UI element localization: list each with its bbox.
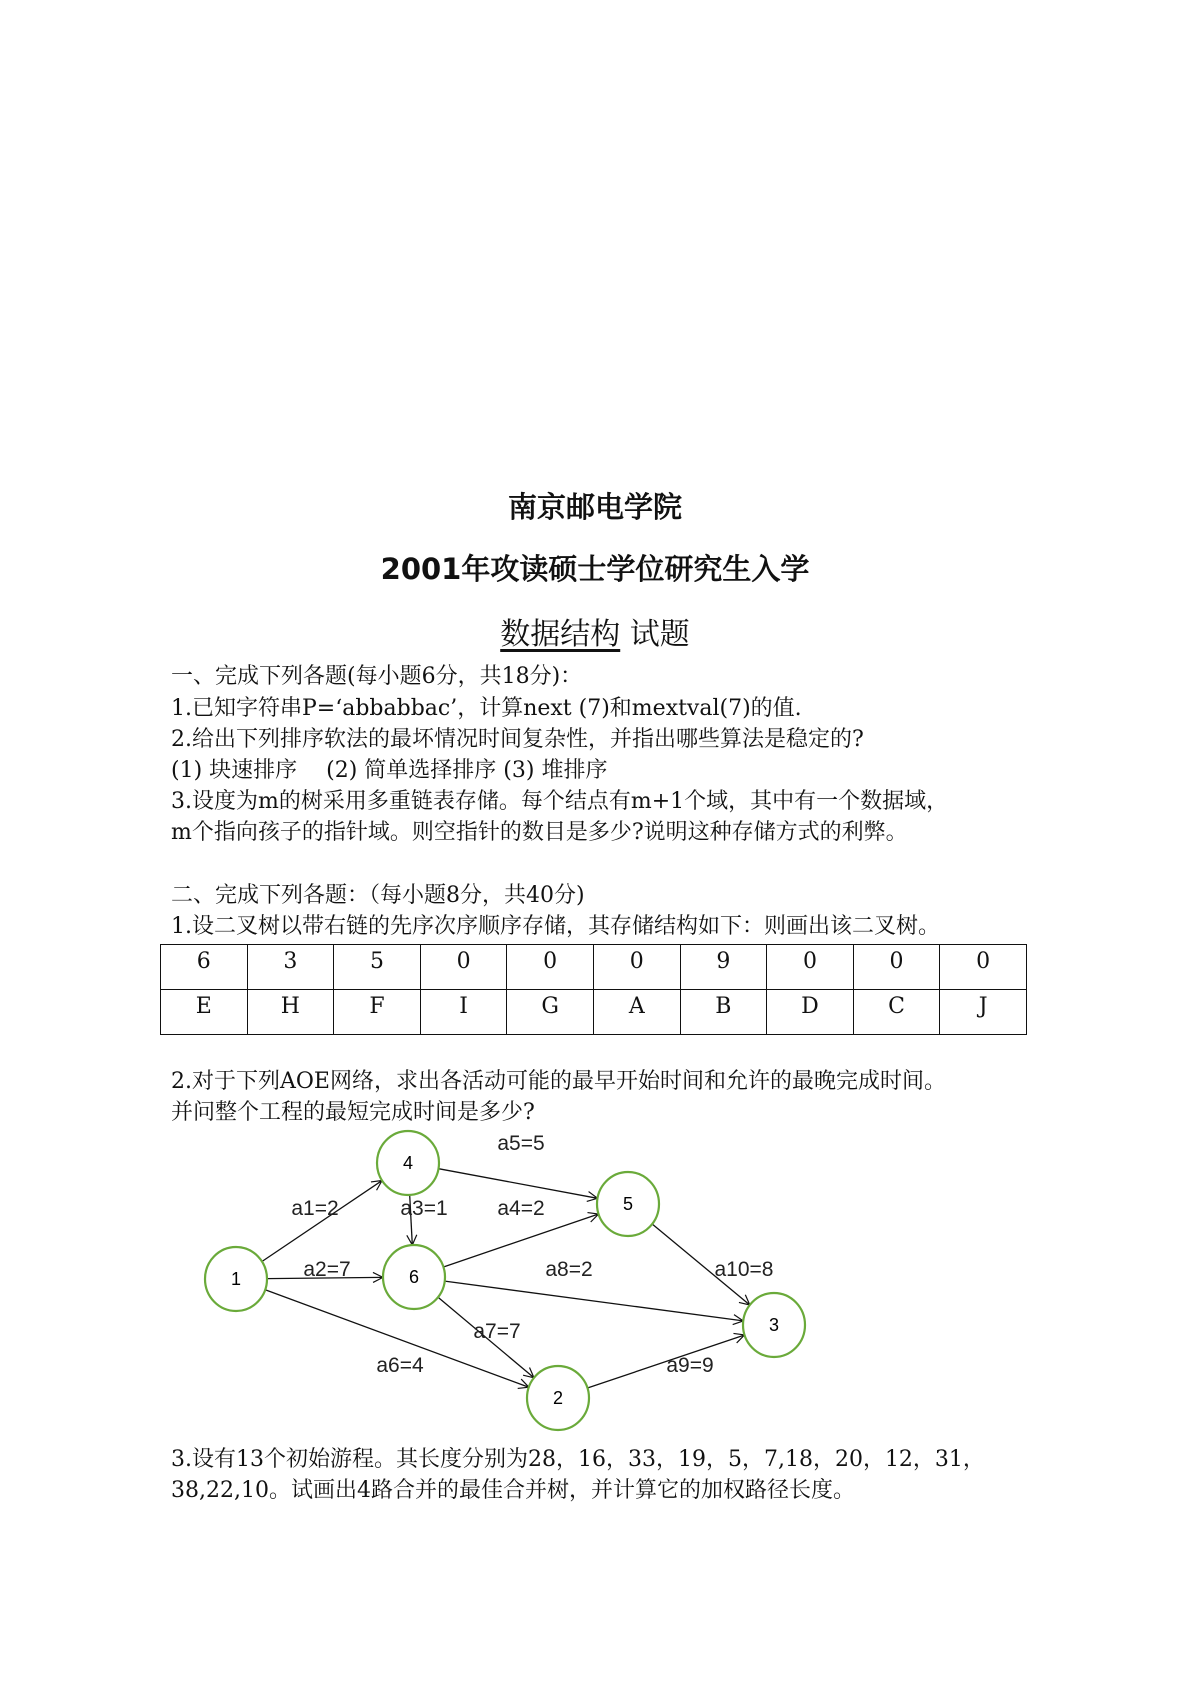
- edge-label: a6=4: [376, 1354, 424, 1377]
- table-cell: 0: [853, 945, 940, 990]
- table-cell: 0: [767, 945, 854, 990]
- table-cell: E: [161, 990, 248, 1035]
- edge-label: a5=5: [497, 1132, 545, 1155]
- question-2-1: 1.设二叉树以带右链的先序次序顺序存储，其存储结构如下：则画出该二叉树。: [171, 914, 940, 939]
- table-cell: 9: [680, 945, 767, 990]
- table-cell: 0: [593, 945, 680, 990]
- table-cell: 3: [247, 945, 334, 990]
- edge-label: a9=9: [666, 1354, 714, 1377]
- school-title: 南京邮电学院: [507, 490, 682, 524]
- section1-line: 3.设度为m的树采用多重链表存储。每个结点有m+1个域，其中有一个数据域，: [171, 789, 949, 814]
- edge-label: a7=7: [473, 1320, 521, 1343]
- node-label: 4: [402, 1153, 414, 1173]
- edge-a1: [262, 1181, 382, 1262]
- edge-label: a2=7: [303, 1258, 351, 1281]
- edge-label: a8=2: [545, 1258, 593, 1281]
- table-cell: 0: [507, 945, 594, 990]
- edge-label: a4=2: [497, 1197, 545, 1220]
- node-label: 1: [230, 1269, 242, 1289]
- edge-label: a10=8: [714, 1258, 774, 1281]
- section1-heading: 一、完成下列各题(每小题6分，共18分)：: [171, 664, 583, 689]
- table-cell: F: [334, 990, 421, 1035]
- subject-suffix: 试题: [629, 617, 690, 652]
- table-cell: 0: [420, 945, 507, 990]
- table-cell: 0: [940, 945, 1027, 990]
- table-cell: B: [680, 990, 767, 1035]
- section1-line: 2.给出下列排序软法的最坏情况时间复杂性，并指出哪些算法是稳定的?: [171, 727, 864, 752]
- table-cell: 6: [161, 945, 248, 990]
- table-cell: 5: [334, 945, 421, 990]
- question-2-2: 并问整个工程的最短完成时间是多少?: [171, 1100, 535, 1125]
- section2-heading: 二、完成下列各题：（每小题8分，共40分): [171, 883, 585, 908]
- table-cell: D: [767, 990, 854, 1035]
- subject-name: 数据结构: [500, 617, 621, 652]
- node-label: 6: [408, 1267, 420, 1287]
- node-label: 5: [622, 1194, 634, 1214]
- table-cell: G: [507, 990, 594, 1035]
- question-2-2: 2.对于下列AOE网络，求出各活动可能的最早开始时间和允许的最晚完成时间。: [171, 1069, 946, 1094]
- section1-line: m个指向孩子的指针域。则空指针的数目是多少?说明这种存储方式的利弊。: [171, 820, 908, 845]
- table-cell: H: [247, 990, 334, 1035]
- table-cell: C: [853, 990, 940, 1035]
- table-cell: J: [940, 990, 1027, 1035]
- question-2-3: 3.设有13个初始游程。其长度分别为28，16，33，19，5，7,18，20，12，31，: [171, 1447, 985, 1472]
- question-2-3: 38,22,10。试画出4路合并的最佳合并树，并计算它的加权路径长度。: [171, 1478, 855, 1503]
- table-cell: A: [593, 990, 680, 1035]
- edge-label: a1=2: [291, 1197, 339, 1220]
- exam-title: 2001年攻读硕士学位研究生入学: [380, 552, 810, 586]
- edge-label: a3=1: [400, 1197, 448, 1220]
- edge-a8: [445, 1281, 744, 1321]
- table-cell: I: [420, 990, 507, 1035]
- edge-a5: [439, 1169, 598, 1199]
- section1-line: (1) 块速排序 (2) 简单选择排序 (3) 堆排序: [171, 758, 608, 783]
- node-label: 3: [768, 1315, 780, 1335]
- section1-line: 1.已知字符串P=‘abbabbac’，计算next (7)和mextval(7)的值.: [171, 696, 802, 721]
- node-label: 2: [552, 1388, 564, 1408]
